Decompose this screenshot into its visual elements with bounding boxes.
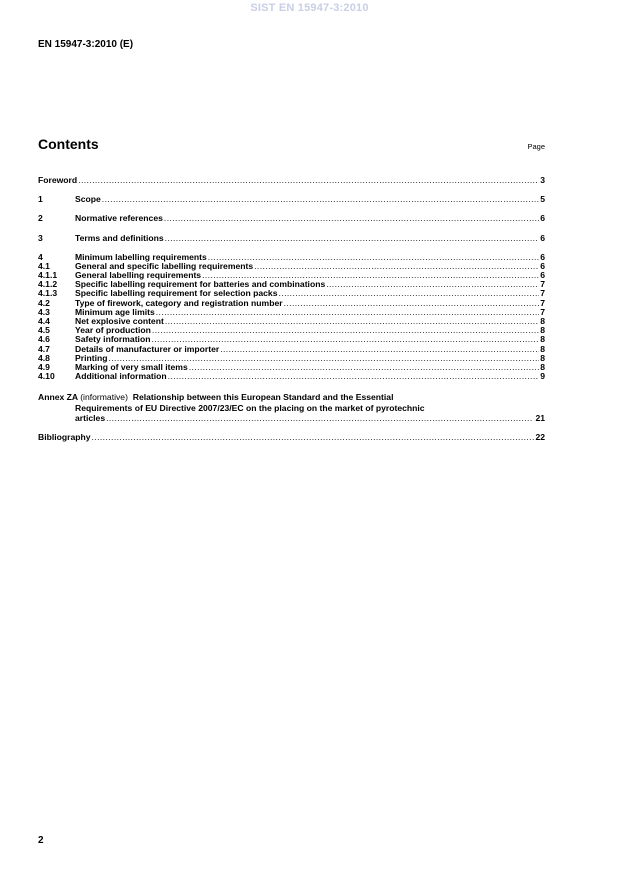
toc-entry-number: 4.1.2 [38, 279, 58, 290]
toc-entry-page: 6 [540, 270, 545, 281]
leader-dots [156, 308, 539, 317]
toc-entry-title: Terms and definitions [75, 232, 164, 243]
leader-dots [152, 326, 539, 335]
toc-entry-page: 8 [540, 334, 545, 345]
annex-title-line-1: Relationship between this European Standard and the Essential [132, 392, 394, 403]
toc-entry-number: 4.2 [38, 297, 50, 308]
toc-entry-number: 2 [38, 213, 43, 224]
toc-entry-title: Year of production [75, 325, 151, 336]
toc-entry-number: 4.7 [38, 343, 50, 354]
toc-entry-page: 6 [540, 260, 545, 271]
toc-entry-number: 1 [38, 194, 43, 205]
toc-entry-page: 8 [540, 352, 545, 363]
leader-dots [92, 433, 535, 442]
toc-entry-annex-za[interactable] [38, 392, 545, 423]
leader-dots [284, 299, 540, 308]
toc-entry-number: 4.1.3 [38, 288, 58, 299]
toc-entry-number: 4.1.1 [38, 270, 58, 281]
toc-entry-title: Specific labelling requirement for selection packs [75, 288, 278, 299]
toc-entry-page: 3 [540, 174, 545, 185]
toc-entry-page: 22 [535, 431, 545, 442]
contents-heading: Contents [38, 136, 99, 152]
leader-dots [279, 289, 540, 298]
toc-entry-bibliography[interactable] [38, 433, 545, 442]
toc-entry-number: 3 [38, 232, 43, 243]
footer-page-number: 2 [38, 835, 44, 846]
toc-entry-title: Scope [75, 194, 101, 205]
toc-entry-normative-references[interactable] [38, 214, 545, 223]
leader-dots [164, 214, 539, 223]
table-of-contents [38, 176, 545, 442]
annex-title-line-3: articles [75, 412, 106, 423]
toc-entry-title: Safety information [75, 334, 151, 345]
toc-entry-title: Type of firework, category and registration number [75, 297, 283, 308]
toc-entry-title: Specific labelling requirement for batteries and combinations [75, 279, 326, 290]
toc-entry-number: 4.9 [38, 361, 50, 372]
leader-dots [106, 413, 532, 423]
toc-entry-title: Additional information [75, 371, 167, 382]
toc-entry-page: 6 [540, 213, 545, 224]
leader-dots [189, 363, 540, 372]
document-identifier: EN 15947-3:2010 (E) [38, 39, 134, 50]
leader-dots [168, 372, 540, 381]
leader-dots [254, 262, 539, 271]
toc-entry-page: 7 [540, 297, 545, 308]
toc-entry-title: Printing [75, 352, 108, 363]
toc-entry-4-7[interactable] [38, 345, 545, 354]
toc-entry-scope[interactable] [38, 195, 545, 204]
toc-entry-number: 4 [38, 251, 43, 262]
toc-entry-foreword[interactable] [38, 176, 545, 185]
toc-entry-4-10[interactable] [38, 372, 545, 381]
toc-entry-number: 4.1 [38, 260, 50, 271]
toc-entry-title: General and specific labelling requirements [75, 260, 254, 271]
toc-entry-page: 8 [540, 361, 545, 372]
leader-dots [165, 234, 540, 243]
toc-entry-page: 7 [540, 279, 545, 290]
leader-dots [208, 253, 539, 262]
toc-entry-number: 4.4 [38, 316, 50, 327]
annex-qualifier: (informative) [80, 392, 128, 403]
leader-dots [102, 195, 539, 204]
toc-entry-title: General labelling requirements [75, 270, 202, 281]
toc-entry-page: 5 [540, 194, 545, 205]
toc-entry-title: Foreword [38, 174, 78, 185]
toc-entry-page: 7 [540, 288, 545, 299]
toc-entry-number: 4.5 [38, 325, 50, 336]
toc-entry-number: 4.3 [38, 306, 50, 317]
annex-label: Annex ZA [38, 392, 78, 403]
toc-entry-title: Minimum age limits [75, 306, 155, 317]
leader-dots [165, 317, 539, 326]
toc-entry-number: 4.6 [38, 334, 50, 345]
toc-entry-page: 21 [535, 412, 545, 423]
watermark: SIST EN 15947-3:2010 [250, 2, 369, 14]
leader-dots [220, 345, 539, 354]
toc-entry-title: Marking of very small items [75, 361, 188, 372]
annex-title-line-2: Requirements of EU Directive 2007/23/EC on the placing on the market of pyrotechnic [75, 402, 425, 413]
toc-entry-terms-and-definitions[interactable] [38, 234, 545, 243]
toc-entry-title: Net explosive content [75, 316, 164, 327]
toc-entry-page: 7 [540, 306, 545, 317]
toc-entry-title: Bibliography [38, 431, 91, 442]
toc-entry-page: 8 [540, 316, 545, 327]
toc-entry-title: Minimum labelling requirements [75, 251, 207, 262]
toc-entry-title: Details of manufacturer or importer [75, 343, 220, 354]
page-column-heading: Page [527, 142, 545, 151]
leader-dots [78, 176, 539, 185]
leader-dots [326, 280, 539, 289]
toc-entry-page: 8 [540, 343, 545, 354]
toc-entry-page: 6 [540, 232, 545, 243]
toc-entry-page: 6 [540, 251, 545, 262]
toc-entry-number: 4.10 [38, 371, 55, 382]
toc-entry-page: 8 [540, 325, 545, 336]
toc-entry-number: 4.8 [38, 352, 50, 363]
toc-entry-page: 9 [540, 371, 545, 382]
toc-entry-title: Normative references [75, 213, 163, 224]
